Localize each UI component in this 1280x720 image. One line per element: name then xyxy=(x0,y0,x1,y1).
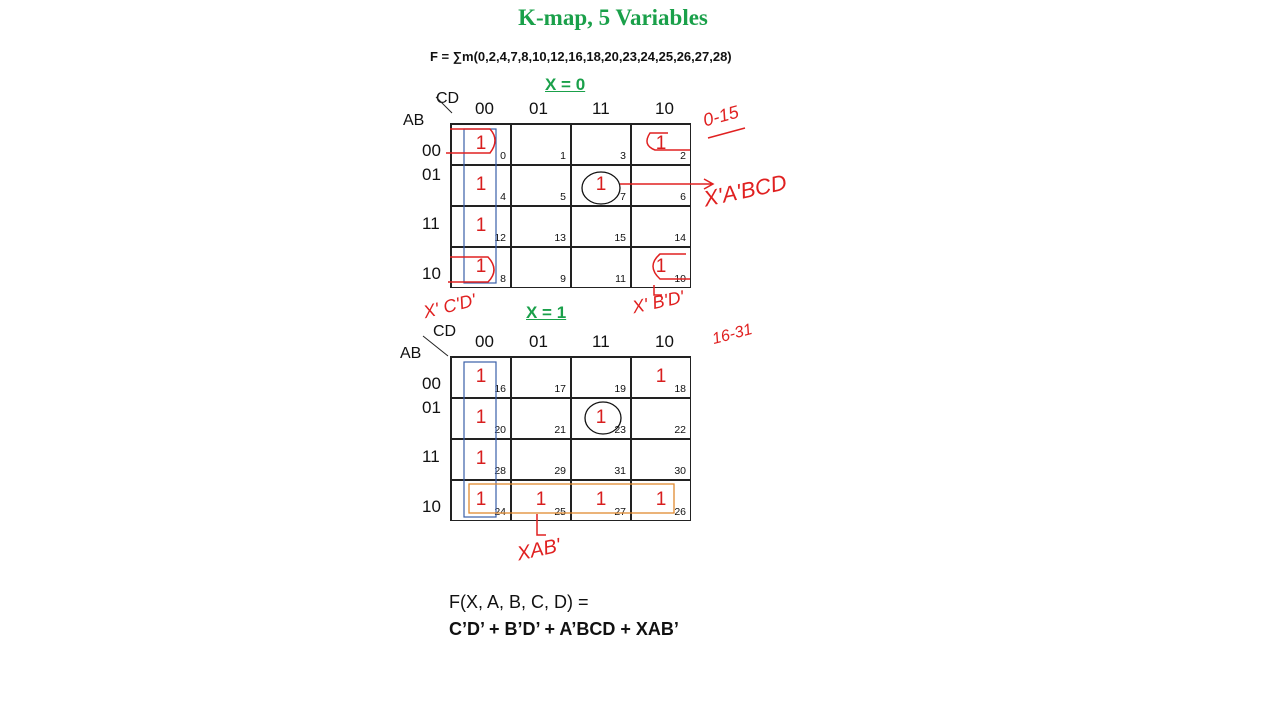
group-box-row xyxy=(469,484,674,513)
col-header: 00 xyxy=(475,332,494,351)
minterm-number: 24 xyxy=(494,506,506,518)
row-header: 01 xyxy=(422,165,441,184)
minterm-number: 9 xyxy=(560,273,566,285)
minterm-number: 11 xyxy=(615,273,626,285)
minterm-number: 2 xyxy=(680,150,686,162)
cell-value: 1 xyxy=(475,133,487,154)
slide-title: K-map, 5 Variables xyxy=(518,5,708,30)
minterm-number: 26 xyxy=(674,506,686,518)
range-annotation-16-31: 16-31 xyxy=(710,321,755,349)
circle-minterm-7 xyxy=(582,172,620,204)
col-header: 10 xyxy=(655,99,674,118)
minterm-number: 23 xyxy=(614,424,626,436)
cell-value: 1 xyxy=(595,407,607,428)
minterm-number: 31 xyxy=(614,465,626,477)
minterm-number: 22 xyxy=(674,424,686,436)
row-header: 11 xyxy=(422,214,440,233)
cell-value: 1 xyxy=(475,174,487,195)
row-header: 10 xyxy=(422,264,441,283)
cell-value: 1 xyxy=(655,489,667,510)
minterm-number: 27 xyxy=(614,506,626,518)
minterm-number: 19 xyxy=(614,383,626,395)
minterm-number: 21 xyxy=(554,424,566,436)
row-header: 00 xyxy=(422,374,441,393)
minterm-number: 17 xyxy=(554,383,566,395)
minterm-number: 30 xyxy=(674,465,686,477)
minterm-number: 20 xyxy=(494,424,506,436)
col-header: 10 xyxy=(655,332,674,351)
term-annotation-right: X' B'D' xyxy=(630,286,686,318)
cell-value: 1 xyxy=(655,366,667,387)
cell-value: 1 xyxy=(595,489,607,510)
wrap-group-stroke xyxy=(446,129,495,153)
term-annotation-circle: X'A'BCD xyxy=(701,169,789,212)
col-header: 11 xyxy=(592,332,610,351)
minterm-number: 7 xyxy=(620,191,626,203)
minterm-number: 4 xyxy=(500,191,506,203)
col-var-label: CD xyxy=(433,323,457,340)
cell-value: 1 xyxy=(475,256,487,277)
minterm-number: 3 xyxy=(620,150,626,162)
minterm-number: 28 xyxy=(494,465,506,477)
cell-value: 1 xyxy=(535,489,547,510)
col-header: 01 xyxy=(529,332,548,351)
wrap-group-stroke xyxy=(448,257,494,282)
range-annotation-0-15: 0-15 xyxy=(700,101,741,131)
col-header: 01 xyxy=(529,99,548,118)
cell-value: 1 xyxy=(475,215,487,236)
minterm-number: 16 xyxy=(494,383,506,395)
minterm-number: 1 xyxy=(560,150,566,162)
minterm-number: 29 xyxy=(554,465,566,477)
map-label-x0: X = 0 xyxy=(545,75,586,94)
row-var-label: AB xyxy=(403,112,425,129)
circle-minterm-23 xyxy=(585,402,621,434)
wrap-group-stroke xyxy=(653,254,690,279)
cell-value: 1 xyxy=(655,256,667,277)
col-header: 11 xyxy=(592,99,610,118)
cell-value: 1 xyxy=(475,448,487,469)
term-annotation-left: X' C'D' xyxy=(421,289,478,323)
col-header: 00 xyxy=(475,99,494,118)
minterm-number: 5 xyxy=(560,191,566,203)
term-annotation-bottom: XAB' xyxy=(515,534,563,566)
minterm-number: 6 xyxy=(680,191,686,203)
cell-value: 1 xyxy=(475,407,487,428)
function-definition: F = ∑m(0,2,4,7,8,10,12,16,18,20,23,24,25,26,27,28) xyxy=(430,49,732,64)
arrow-icon xyxy=(620,179,713,189)
row-header: 01 xyxy=(422,398,441,417)
row-header: 10 xyxy=(422,497,441,516)
minterm-number: 12 xyxy=(494,232,506,244)
minterm-number: 8 xyxy=(500,273,506,285)
wrap-group-stroke xyxy=(647,133,690,150)
result-lhs: F(X, A, B, C, D) = xyxy=(449,592,589,612)
minterm-number: 18 xyxy=(674,383,686,395)
minterm-number: 25 xyxy=(554,506,566,518)
cell-value: 1 xyxy=(475,489,487,510)
minterm-number: 14 xyxy=(674,232,686,244)
cell-value: 1 xyxy=(475,366,487,387)
row-header: 11 xyxy=(422,447,440,466)
row-header: 00 xyxy=(422,141,441,160)
minterm-number: 10 xyxy=(674,273,686,285)
minterm-number: 0 xyxy=(500,150,506,162)
cell-value: 1 xyxy=(655,133,667,154)
col-var-label: CD xyxy=(436,90,460,107)
row-var-label: AB xyxy=(400,345,422,362)
cell-value: 1 xyxy=(595,174,607,195)
map-label-x1: X = 1 xyxy=(526,303,567,322)
minterm-number: 13 xyxy=(554,232,566,244)
minterm-number: 15 xyxy=(614,232,626,244)
result-expression: C’D’ + B’D’ + A’BCD + XAB’ xyxy=(449,619,679,639)
